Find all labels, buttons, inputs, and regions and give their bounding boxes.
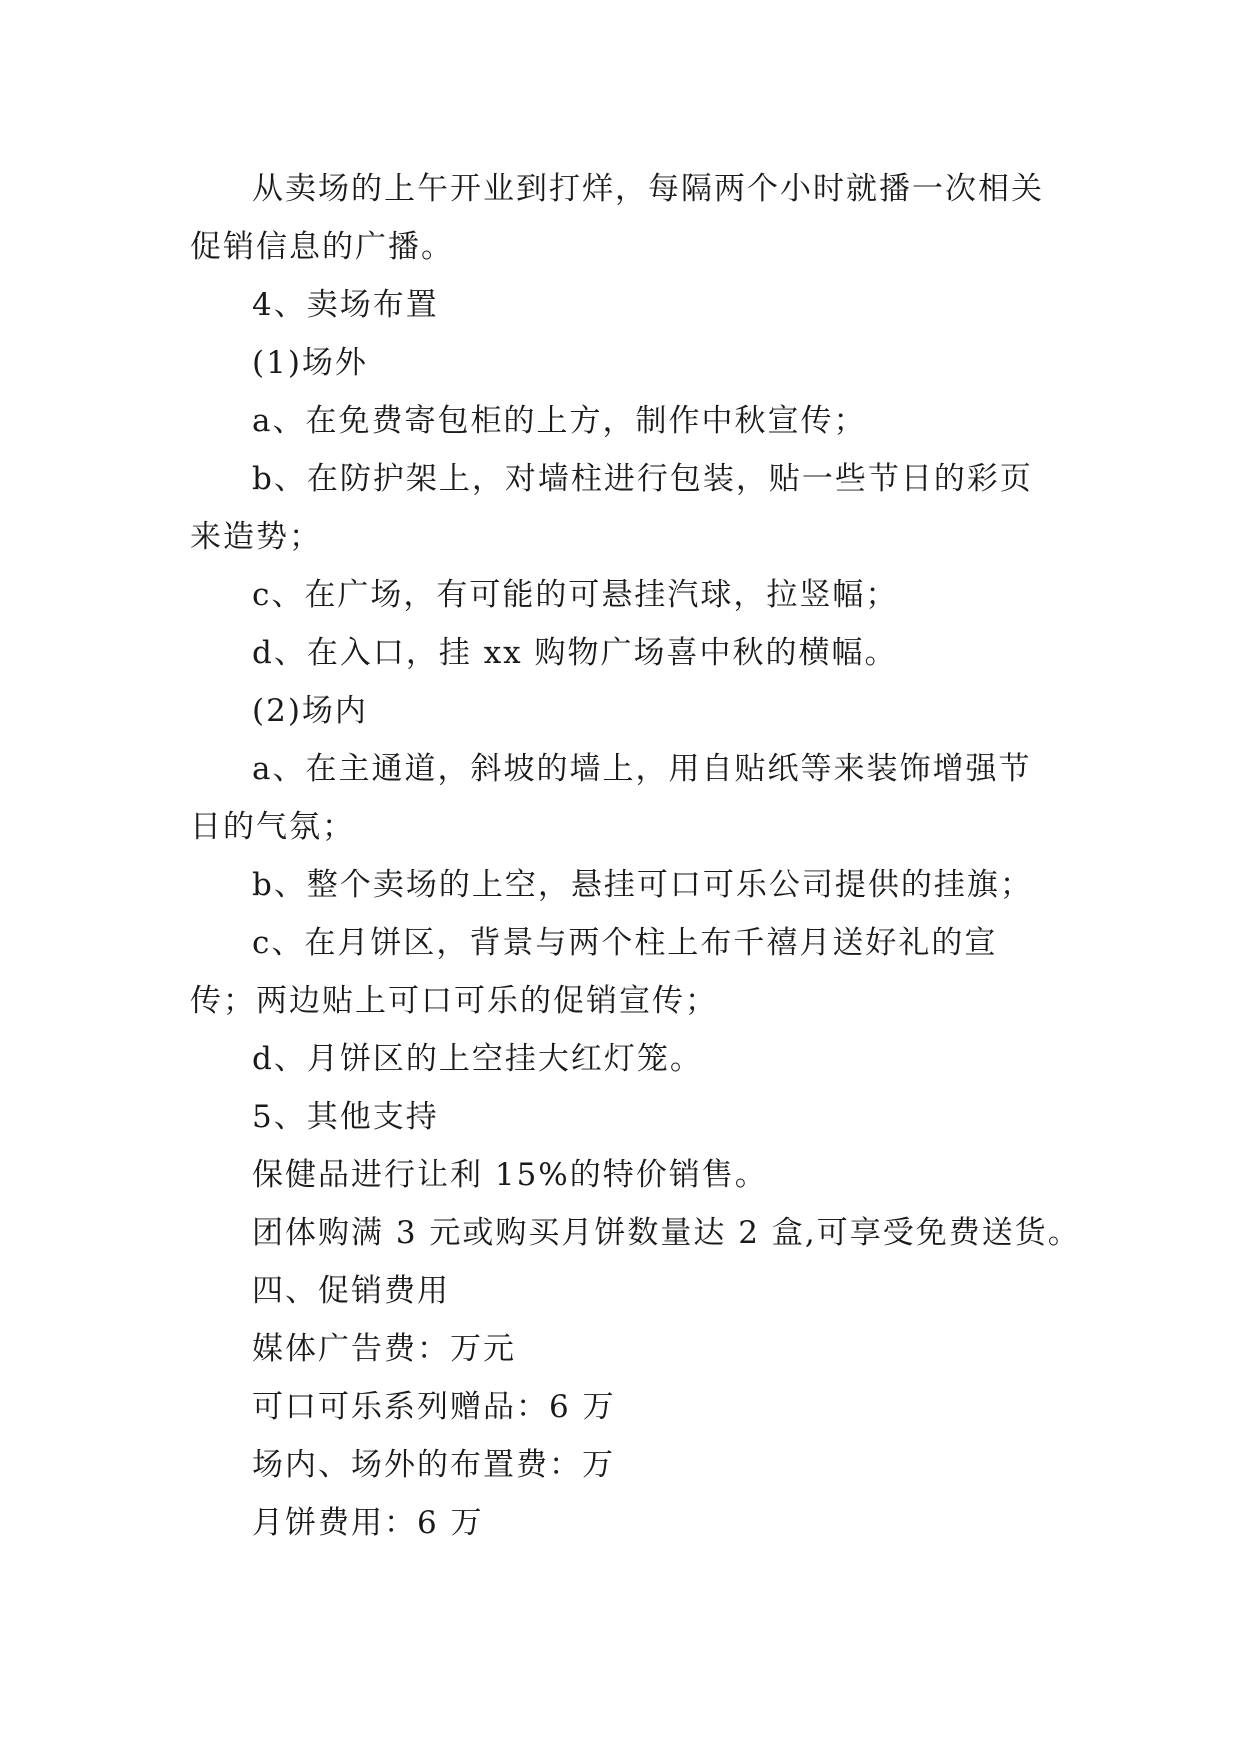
heading-store-layout: 4、卖场布置 xyxy=(252,287,439,323)
document-body xyxy=(190,160,1081,1552)
paragraph-group-purchase: 团体购满 3 元或购买月饼数量达 2 盒,可享受免费送货。 xyxy=(252,1215,1081,1251)
list-item-inside-c: c、在月饼区，背景与两个柱上布千禧月送好礼的宣传；两边贴上可口可乐的促销宣传； xyxy=(190,925,998,1019)
heading-other-support: 5、其他支持 xyxy=(252,1099,439,1135)
paragraph-broadcast: 从卖场的上午开业到打烊，每隔两个小时就播一次相关促销信息的广播。 xyxy=(190,171,1044,265)
cost-item-layout: 场内、场外的布置费：万 xyxy=(252,1447,615,1483)
list-item-inside-a: a、在主通道，斜坡的墙上，用自贴纸等来装饰增强节日的气氛； xyxy=(190,751,1032,845)
paragraph-health-products: 保健品进行让利 15%的特价销售。 xyxy=(252,1157,768,1193)
list-item-outside-a: a、在免费寄包柜的上方，制作中秋宣传； xyxy=(252,403,867,439)
cost-item-mooncake: 月饼费用：6 万 xyxy=(252,1505,484,1541)
list-item-inside-d: d、月饼区的上空挂大红灯笼。 xyxy=(252,1041,703,1077)
cost-item-media: 媒体广告费：万元 xyxy=(252,1331,516,1367)
list-item-outside-c: c、在广场，有可能的可悬挂汽球，拉竖幅； xyxy=(252,577,899,613)
list-item-outside-b: b、在防护架上，对墙柱进行包装，贴一些节日的彩页来造势； xyxy=(190,461,1033,555)
heading-outside: (1)场外 xyxy=(252,345,368,381)
cost-item-gifts: 可口可乐系列赠品：6 万 xyxy=(252,1389,616,1425)
heading-inside: (2)场内 xyxy=(252,693,368,729)
list-item-outside-d: d、在入口，挂 xx 购物广场喜中秋的横幅。 xyxy=(252,635,898,671)
list-item-inside-b: b、整个卖场的上空，悬挂可口可乐公司提供的挂旗； xyxy=(252,867,1033,903)
heading-promotion-costs: 四、促销费用 xyxy=(252,1273,450,1309)
